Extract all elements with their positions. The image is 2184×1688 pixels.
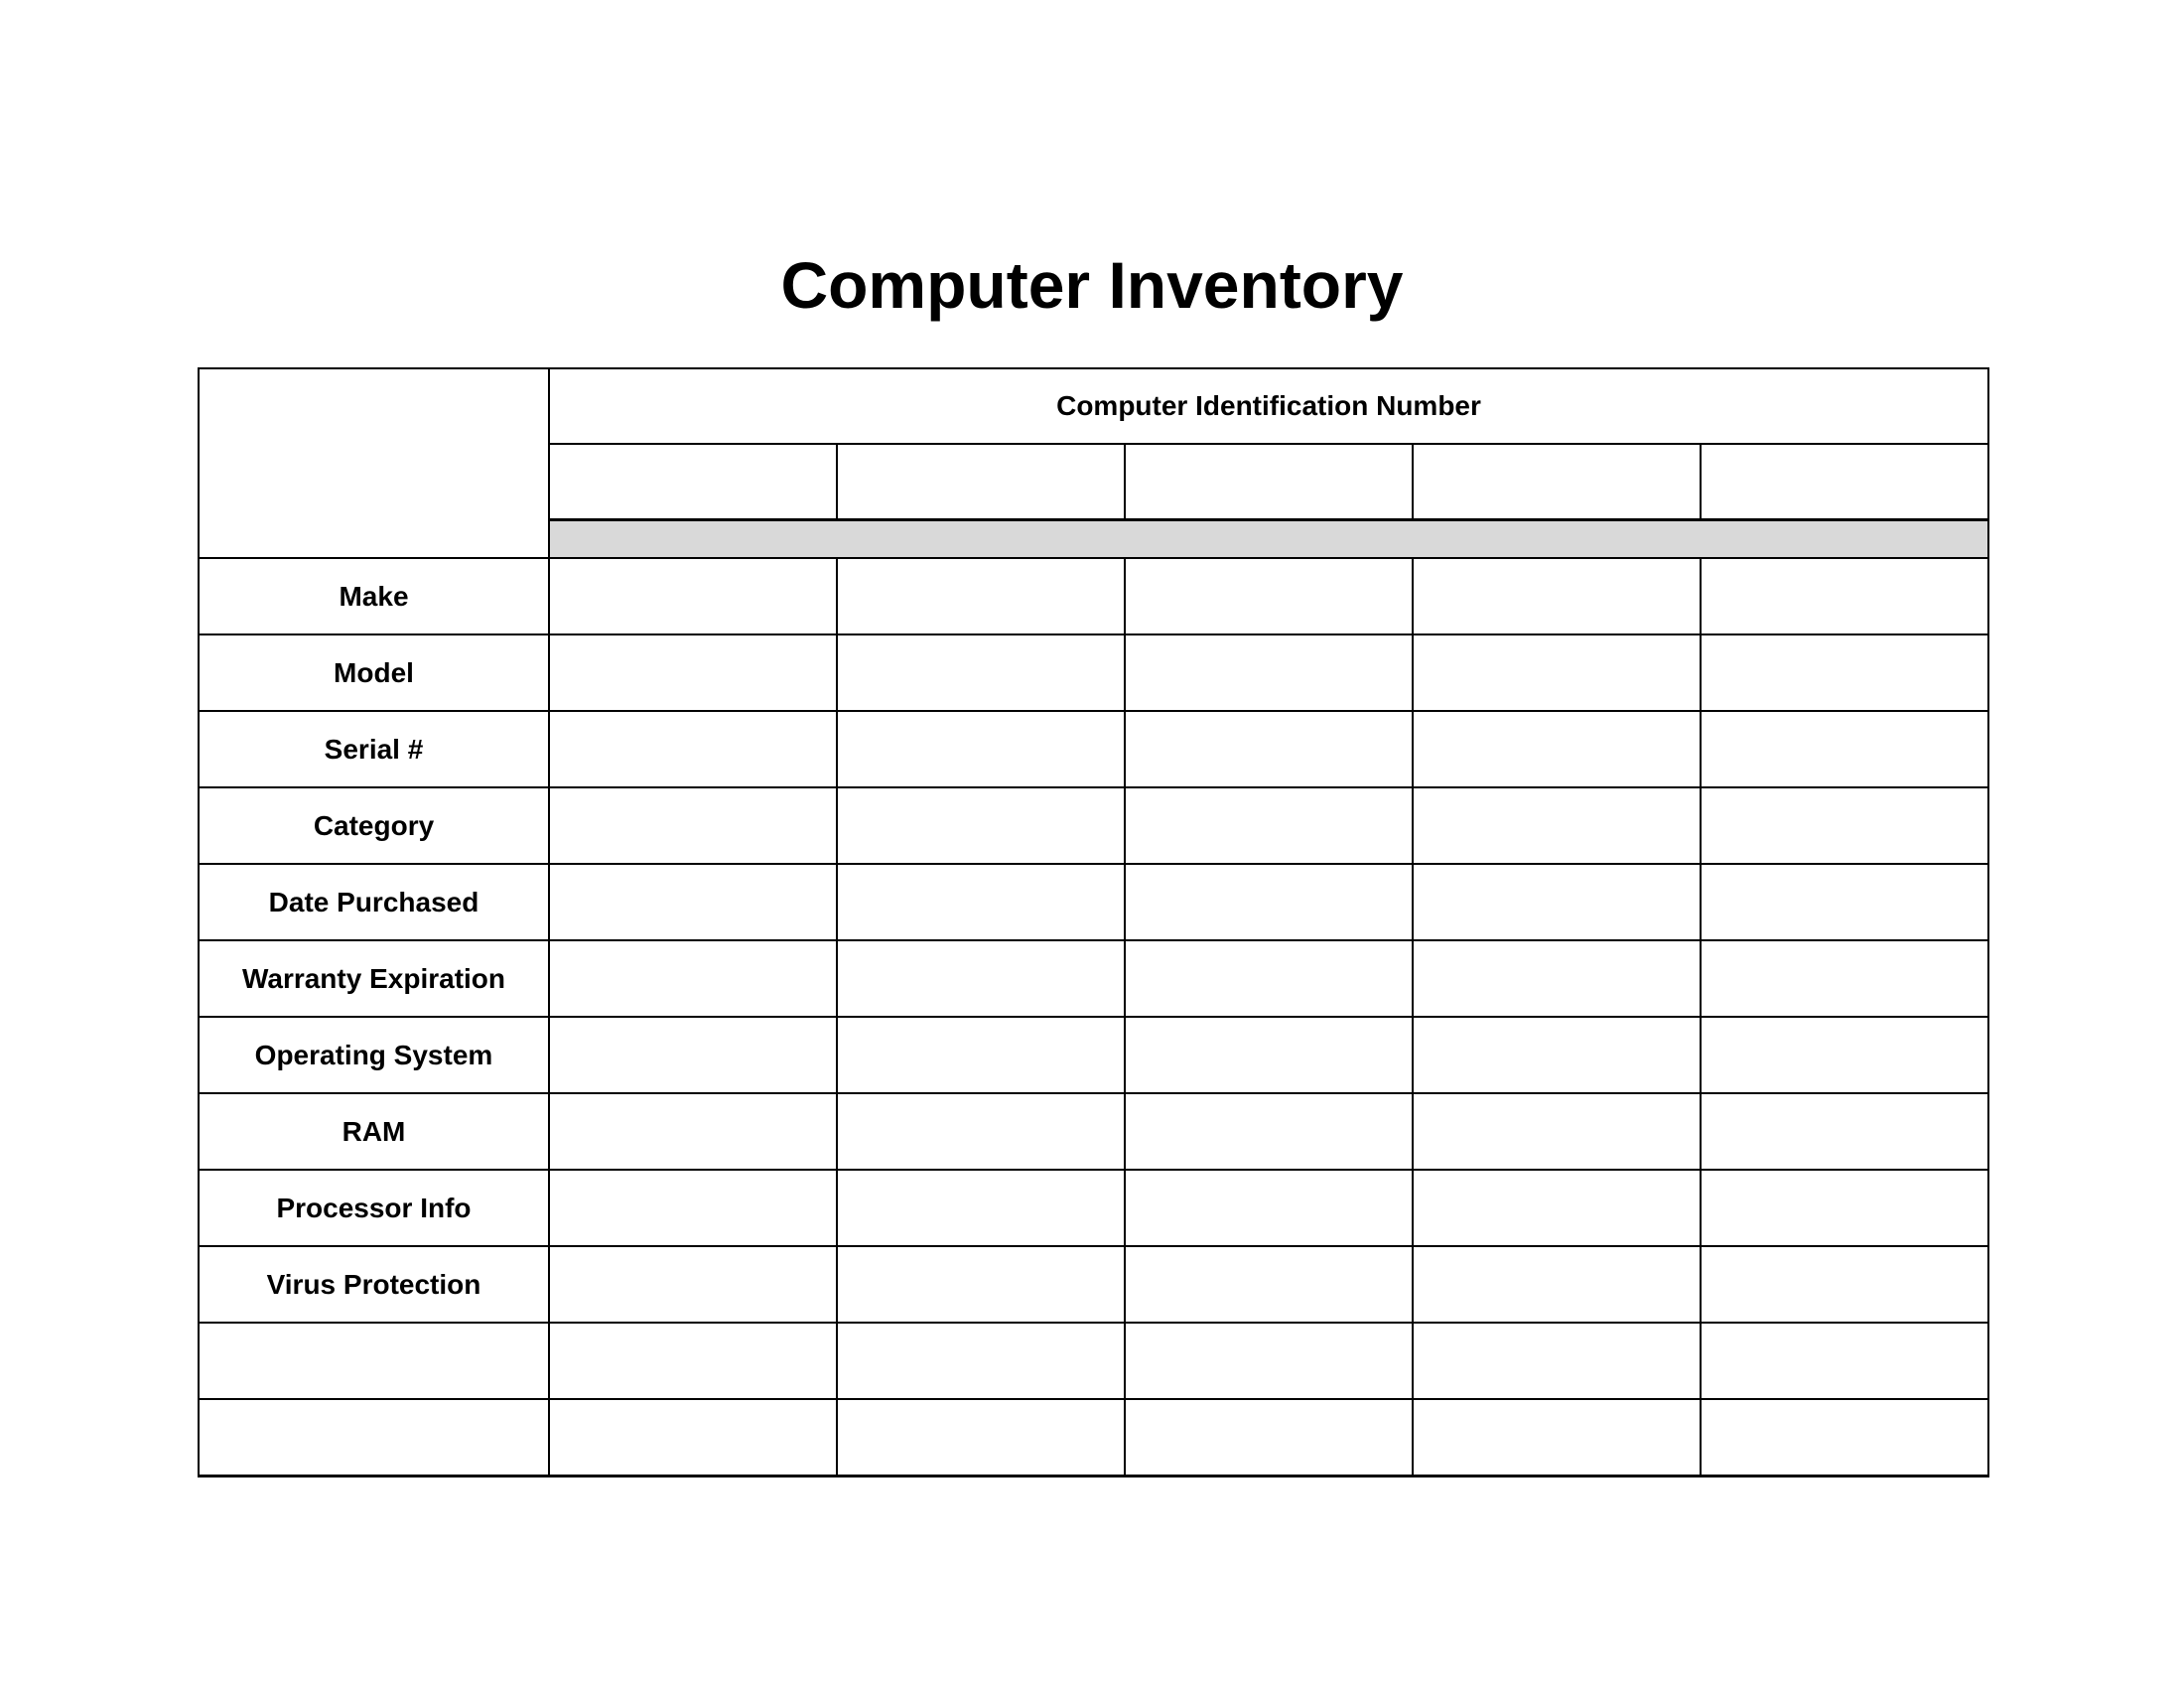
table-cell[interactable] (549, 940, 837, 1017)
table-cell[interactable] (1701, 1399, 1988, 1477)
table-cell[interactable] (1413, 558, 1701, 634)
table-cell[interactable] (837, 787, 1125, 864)
row-label: Serial # (199, 711, 549, 787)
table-cell[interactable] (1413, 711, 1701, 787)
shaded-band (549, 520, 1988, 559)
table-row (199, 1017, 1988, 1093)
table-row (199, 787, 1988, 864)
table-cell[interactable] (549, 1093, 837, 1170)
row-label: RAM (199, 1093, 549, 1170)
row-label: Operating System (199, 1017, 549, 1093)
table-cell[interactable] (1125, 940, 1413, 1017)
table-cell[interactable] (549, 1170, 837, 1246)
row-label[interactable] (199, 1399, 549, 1477)
table-row (199, 558, 1988, 634)
table-row (199, 711, 1988, 787)
table-cell[interactable] (1413, 864, 1701, 940)
table-cell[interactable] (1701, 1170, 1988, 1246)
row-label: Warranty Expiration (199, 940, 549, 1017)
table-cell[interactable] (837, 634, 1125, 711)
table-cell[interactable] (1701, 864, 1988, 940)
row-label: Make (199, 558, 549, 634)
table-cell[interactable] (1125, 558, 1413, 634)
row-label: Processor Info (199, 1170, 549, 1246)
row-label[interactable] (199, 1323, 549, 1399)
table-cell[interactable] (837, 1017, 1125, 1093)
table-cell[interactable] (1125, 864, 1413, 940)
table-cell[interactable] (1125, 1323, 1413, 1399)
table-cell[interactable] (1701, 940, 1988, 1017)
computer-id-cell-5[interactable] (1701, 444, 1988, 520)
table-cell[interactable] (837, 1170, 1125, 1246)
computer-id-cell-1[interactable] (549, 444, 837, 520)
table-cell[interactable] (1413, 1246, 1701, 1323)
table-cell[interactable] (1125, 787, 1413, 864)
row-label: Virus Protection (199, 1246, 549, 1323)
table-cell[interactable] (837, 1246, 1125, 1323)
table-row (199, 864, 1988, 940)
table-cell[interactable] (549, 634, 837, 711)
table-cell[interactable] (549, 787, 837, 864)
table-cell[interactable] (1701, 1017, 1988, 1093)
table-cell[interactable] (1413, 634, 1701, 711)
table-cell[interactable] (1125, 1170, 1413, 1246)
table-row (199, 1170, 1988, 1246)
table-cell[interactable] (1125, 1399, 1413, 1477)
table-cell[interactable] (837, 711, 1125, 787)
table-cell[interactable] (1701, 787, 1988, 864)
table-cell[interactable] (1413, 940, 1701, 1017)
table-cell[interactable] (1701, 1323, 1988, 1399)
table-cell[interactable] (1125, 1246, 1413, 1323)
table-cell[interactable] (1125, 711, 1413, 787)
table-row (199, 634, 1988, 711)
table-cell[interactable] (1125, 1093, 1413, 1170)
table-cell[interactable] (1413, 1170, 1701, 1246)
table-cell[interactable] (1125, 1017, 1413, 1093)
table-cell[interactable] (1125, 634, 1413, 711)
table-cell[interactable] (1413, 787, 1701, 864)
table-cell[interactable] (549, 1323, 837, 1399)
table-cell[interactable] (1701, 711, 1988, 787)
table-cell[interactable] (1413, 1017, 1701, 1093)
table-cell[interactable] (549, 558, 837, 634)
table-cell[interactable] (1701, 558, 1988, 634)
table-row (199, 1246, 1988, 1323)
table-row (199, 1399, 1988, 1477)
table-cell[interactable] (549, 1017, 837, 1093)
table-cell[interactable] (1413, 1323, 1701, 1399)
table-cell[interactable] (837, 1399, 1125, 1477)
table-cell[interactable] (1413, 1399, 1701, 1477)
table-cell[interactable] (549, 864, 837, 940)
table-row (199, 940, 1988, 1017)
inventory-table (198, 367, 1989, 1477)
table-cell[interactable] (837, 558, 1125, 634)
computer-id-cell-4[interactable] (1413, 444, 1701, 520)
table-cell[interactable] (837, 1093, 1125, 1170)
table-cell[interactable] (837, 864, 1125, 940)
table-cell[interactable] (837, 940, 1125, 1017)
table-row (199, 1093, 1988, 1170)
computer-id-cell-2[interactable] (837, 444, 1125, 520)
computer-id-cell-3[interactable] (1125, 444, 1413, 520)
computer-id-header: Computer Identification Number (549, 368, 1988, 444)
table-cell[interactable] (1701, 1093, 1988, 1170)
table-row (199, 1323, 1988, 1399)
row-label: Model (199, 634, 549, 711)
table-cell[interactable] (1413, 1093, 1701, 1170)
table-cell[interactable] (549, 1246, 837, 1323)
table-cell[interactable] (837, 1323, 1125, 1399)
corner-cell (199, 368, 549, 558)
table-cell[interactable] (1701, 634, 1988, 711)
table-cell[interactable] (1701, 1246, 1988, 1323)
header-row (199, 368, 1988, 444)
page-title: Computer Inventory (780, 248, 1404, 322)
row-label: Category (199, 787, 549, 864)
table-cell[interactable] (549, 711, 837, 787)
row-label: Date Purchased (199, 864, 549, 940)
table-cell[interactable] (549, 1399, 837, 1477)
